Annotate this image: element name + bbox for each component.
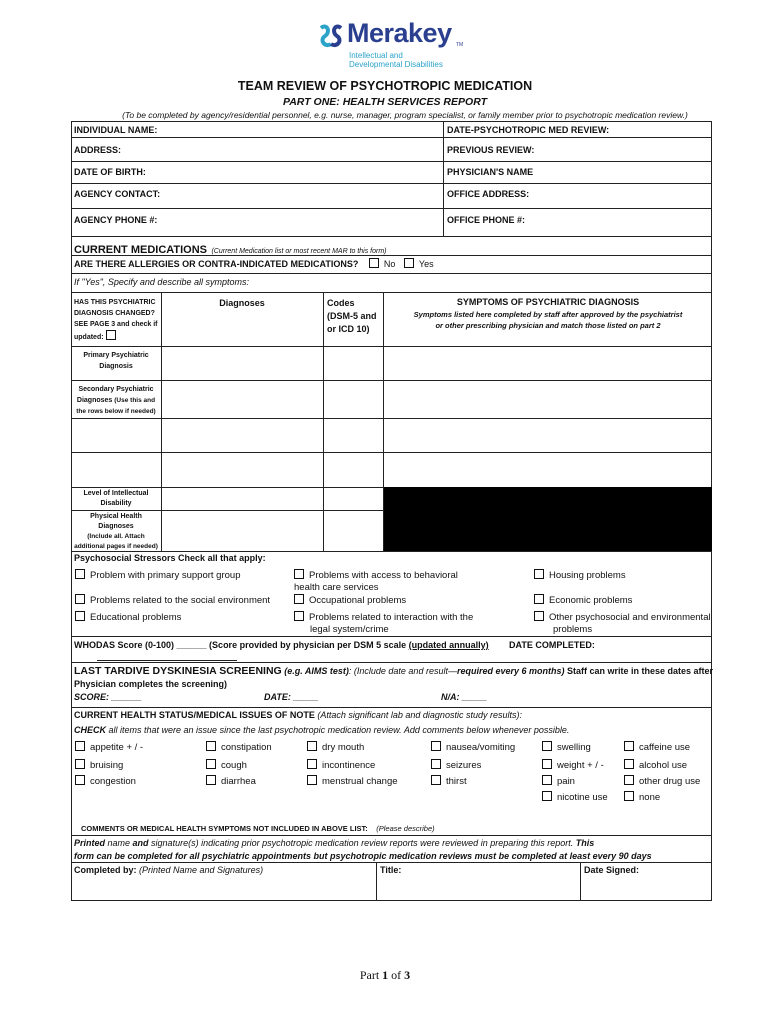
logo-brand: Merakey	[347, 18, 452, 48]
health-appetite[interactable]: appetite + / -	[75, 741, 143, 753]
intellectual-disability-label: Level of Intellectual Disability	[83, 490, 149, 507]
office-phone-field[interactable]: OFFICE PHONE #:	[447, 215, 526, 225]
current-medications-heading: CURRENT MEDICATIONS (Current Medication list or most recent MAR to this form)	[74, 244, 387, 256]
primary-diagnosis-label: Primary Psychiatric Diagnosis	[83, 352, 149, 370]
health-dry-mouth[interactable]: dry mouth	[307, 741, 364, 753]
tardive-date-field[interactable]: DATE: _____	[264, 692, 319, 702]
stressor-primary-support[interactable]: Problem with primary support group	[75, 569, 240, 581]
stressor-housing[interactable]: Housing problems	[534, 569, 626, 581]
stressor-educational[interactable]: Educational problems	[75, 611, 181, 623]
codes-header: Codes (DSM-5 and or ICD 10)	[327, 298, 377, 334]
title-field[interactable]: Title:	[380, 865, 402, 875]
stressor-behavioral-access[interactable]: Problems with access to behavioral	[294, 569, 458, 581]
health-bruising[interactable]: bruising	[75, 759, 123, 771]
stressor-other-line2: problems	[553, 624, 593, 635]
whodas-date-completed[interactable]: DATE COMPLETED:	[509, 640, 595, 650]
health-nausea[interactable]: nausea/vomiting	[431, 741, 515, 753]
page-number: Part 1 of 3	[359, 968, 411, 982]
stressor-legal[interactable]: Problems related to interaction with the	[294, 611, 473, 623]
health-thirst[interactable]: thirst	[431, 775, 467, 787]
agency-phone-field[interactable]: AGENCY PHONE #:	[74, 215, 158, 225]
logo	[317, 18, 467, 72]
previous-review-field[interactable]: PREVIOUS REVIEW:	[447, 145, 535, 155]
health-other-drug[interactable]: other drug use	[624, 775, 700, 787]
physician-name-field[interactable]: PHYSICIAN'S NAME	[447, 167, 534, 177]
health-nicotine[interactable]: nicotine use	[542, 791, 608, 803]
stressor-economic[interactable]: Economic problems	[534, 594, 632, 606]
symptoms-header: SYMPTOMS OF PSYCHIATRIC DIAGNOSIS Symptoms listed here completed by staff after approved by the psychiatrist or other prescribing physician and match those listed on part 2	[413, 297, 683, 330]
date-of-birth-field[interactable]: DATE OF BIRTH:	[74, 167, 146, 177]
diagnoses-header: Diagnoses	[219, 298, 265, 308]
health-diarrhea[interactable]: diarrhea	[206, 775, 256, 787]
tardive-line2: Physician completes the screening)	[74, 679, 228, 689]
allergies-question: ARE THERE ALLERGIES OR CONTRA-INDICATED MEDICATIONS? No Yes	[74, 259, 434, 269]
agency-contact-field[interactable]: AGENCY CONTACT:	[74, 189, 161, 199]
merakey-logo-icon	[317, 24, 345, 50]
health-status-heading: CURRENT HEALTH STATUS/MEDICAL ISSUES OF NOTE (Attach significant lab and diagnostic study results):	[74, 710, 522, 720]
diagnosis-changed-label: HAS THIS PSYCHIATRIC DIAGNOSIS CHANGED? SEE PAGE 3 and check if updated:	[74, 299, 158, 341]
health-seizures[interactable]: seizures	[431, 759, 481, 771]
allergies-yes-checkbox[interactable]	[404, 258, 414, 268]
tardive-na-field[interactable]: N/A: _____	[441, 692, 488, 702]
logo-sub1: Intellectual and	[349, 51, 403, 60]
review-date-field[interactable]: DATE-PSYCHOTROPIC MED REVIEW:	[447, 125, 610, 135]
shaded-cell	[384, 487, 712, 551]
physical-health-label: Physical Health Diagnoses (Include all. Attach additional pages if needed)	[74, 513, 158, 550]
logo-tm: TM	[456, 42, 464, 48]
stressor-other[interactable]: Other psychosocial and environmental	[534, 611, 711, 623]
printed-name-statement-line2: form can be completed for all psychiatric appointments but psychotropic medication reviews must be completed at least every 90 days	[74, 851, 652, 861]
health-alcohol[interactable]: alcohol use	[624, 759, 687, 771]
stressors-heading: Psychosocial Stressors Check all that apply:	[74, 553, 266, 563]
office-address-field[interactable]: OFFICE ADDRESS:	[447, 189, 530, 199]
completed-by-field[interactable]: Completed by: (Printed Name and Signatures)	[74, 865, 264, 875]
stressor-legal-line2: legal system/crime	[310, 624, 389, 635]
allergies-no-checkbox[interactable]	[369, 258, 379, 268]
health-swelling[interactable]: swelling	[542, 741, 591, 753]
printed-name-statement: Printed name and signature(s) indicating prior psychotropic medication review reports were reviewed in preparing this report. This	[74, 838, 595, 848]
health-menstrual[interactable]: menstrual change	[307, 775, 398, 787]
tardive-heading: LAST TARDIVE DYSKINESIA SCREENING (e.g. AIMS test): (Include date and result—required every 6 months) Staff can write in these dates after	[74, 665, 714, 677]
instruction-text: (To be completed by agency/residential personnel, e.g. nurse, manager, program specialist, or family member prior to psychotropic medication review.)	[122, 110, 688, 120]
health-check-instruction: CHECK all items that were an issue since the last psychotropic medication review. Add comments below whenever possible.	[74, 725, 570, 735]
health-none[interactable]: none	[624, 791, 660, 803]
stressor-behavioral-access-line2: health care services	[294, 582, 379, 593]
whodas-score-field[interactable]: WHODAS Score (0-100) ______ (Score provided by physician per DSM 5 scale (updated annually)	[74, 640, 489, 650]
if-yes-text: If "Yes", Specify and describe all symptoms:	[74, 277, 249, 287]
health-weight[interactable]: weight + / -	[542, 759, 604, 771]
health-incontinence[interactable]: incontinence	[307, 759, 375, 771]
health-pain[interactable]: pain	[542, 775, 575, 787]
page-subtitle: PART ONE: HEALTH SERVICES REPORT	[283, 96, 487, 108]
logo-sub2: Developmental Disabilities	[349, 60, 443, 69]
address-field[interactable]: ADDRESS:	[74, 145, 122, 155]
health-congestion[interactable]: congestion	[75, 775, 136, 787]
health-cough[interactable]: cough	[206, 759, 247, 771]
secondary-diagnosis-label: Secondary Psychiatric Diagnoses (Use this and the rows below if needed)	[76, 386, 156, 415]
diagnosis-changed-checkbox[interactable]	[106, 330, 116, 340]
page-title: TEAM REVIEW OF PSYCHOTROPIC MEDICATION	[237, 79, 533, 93]
health-caffeine[interactable]: caffeine use	[624, 741, 690, 753]
stressor-social-environment[interactable]: Problems related to the social environment	[75, 594, 270, 606]
health-comments-label[interactable]: COMMENTS OR MEDICAL HEALTH SYMPTOMS NOT INCLUDED IN ABOVE LIST: (Please describe)	[81, 824, 435, 833]
tardive-score-field[interactable]: SCORE: ______	[74, 692, 142, 702]
individual-name-field[interactable]: INDIVIDUAL NAME:	[74, 125, 158, 135]
health-constipation[interactable]: constipation	[206, 741, 272, 753]
date-signed-field[interactable]: Date Signed:	[584, 865, 640, 875]
stressor-occupational[interactable]: Occupational problems	[294, 594, 406, 606]
